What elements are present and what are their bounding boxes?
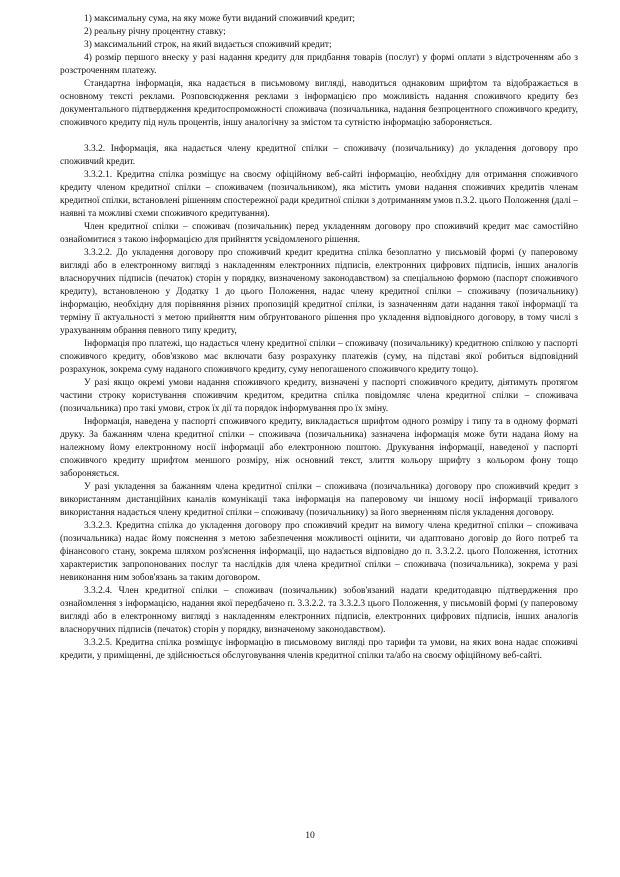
paragraph-partial-term-conditions: У разі якщо окремі умови надання споживчого кредиту, визначені у паспорті споживчого кредиту, діятимуть протягом частини строку користування споживчим кредитом, кредитна спілка повідомляє члена кредитної спілки – споживача (позичальника) про такі умови, строк їх дії та порядок інформування про їх зміну.	[60, 378, 578, 414]
section-heading-3-3-2: 3.3.2. Інформація, яка надається члену кредитної спілки – споживачу (позичальнику) до укладення договору про споживчий кредит.	[60, 144, 578, 167]
paragraph-member-review: Член кредитної спілки – споживач (позичальник) перед укладенням договору про споживчий кредит має самостійно ознайомитися з такою інформацією для прийняття усвідомленого рішення.	[60, 222, 578, 245]
paragraph-remote-channels: У разі укладення за бажанням члена кредитної спілки – споживача (позичальника) договору про споживчий кредит з використанням дистанційних каналів комунікації така інформація на паперовому чи іншому носії інформації тривалого використання надається члену кредитної спілки – споживачу (позичальнику) за його зверненням після укладення договору.	[60, 482, 578, 518]
paragraph-passport-format: Інформація, наведена у паспорті споживчого кредиту, викладається шрифтом одного розміру і типу та в одному форматі друку. За бажанням члена кредитної спілки – споживача (позичальника) зазначена інформація може бути надана йому на належному йому електронному носії інформації або електронною поштою. Друкування інформації, наведеної у паспорті споживчого кредиту шрифтом меншого розміру, ніж основний текст, злиття кольору шрифту з кольором фону тощо забороняється.	[60, 417, 578, 479]
paragraph-3-3-2-5: 3.3.2.5. Кредитна спілка розміщує інформацію в письмовому вигляді про тарифи та умови, на яких вона надає споживчі кредити, у приміщенні, де здійснюється обслуговування членів кредитної спілки та/або на своєму офіційному веб-сайті.	[60, 638, 578, 661]
paragraph-payments-info: Інформація про платежі, що надається члену кредитної спілки – споживачу (позичальнику) кредитною спілкою у паспорті споживчого кредиту, обов'язково має включати базу розрахунку платежів (суму, на підставі якої робиться відповідний розрахунок, зокрема суму наданого споживчого кредиту, суму непогашеного споживчого кредиту тощо).	[60, 339, 578, 375]
paragraph-3-3-2-1: 3.3.2.1. Кредитна спілка розміщує на своєму офіційному веб-сайті інформацію, необхідну для отримання споживчого кредиту членом кредитної спілки – споживачем (позичальником), яка містить умови надання споживчих кредитів членам кредитної спілки, встановлені рішенням спостережної ради кредитної спілки з дотриманням умов п.3.2. цього Положення (далі – наявні та можливі схеми споживчого кредитування).	[60, 170, 578, 219]
list-item-max-term: 3) максимальний строк, на який видається споживчий кредит;	[84, 40, 332, 50]
list-item-max-amount: 1) максимальну сума, на яку може бути виданий споживчий кредит;	[84, 14, 356, 24]
page-number: 10	[305, 830, 315, 841]
paragraph-3-3-2-2: 3.3.2.2. До укладення договору про споживчий кредит кредитна спілка безоплатно у письмовій формі (у паперовому вигляді або в електронному вигляді з накладенням електронних підписів, електронних цифрових підписів, інших аналогів власноручних підписів (печаток) сторін у порядку, визначеному законодавством) за спеціальною формою (паспорт споживчого кредиту), встановленою у Додатку 1 до цього Положення, надає члену кредитної спілки – споживачу (позичальнику) інформацію, необхідну для порівняння різних пропозицій кредитної спілки, із зазначенням дати надання такої інформації та терміну її актуальності з метою прийняття ним обґрунтованого рішення про укладення відповідного договору, в тому числі з урахуванням обрання певного типу кредиту,	[60, 248, 578, 336]
document-body	[60, 13, 578, 663]
paragraph-standard-info: Стандартна інформація, яка надається в письмовому вигляді, наводиться однаковим шрифтом та відображається в основному тексті реклами. Розповсюдження реклами з інформацією про можливість надання споживчого кредиту без документального підтвердження кредитоспроможності споживача (позичальника, надання безпроцентного споживчого кредиту, споживчого кредиту під нуль процентів, іншу аналогічну за змістом та сутністю інформацію забороняється.	[60, 79, 578, 128]
list-item-first-installment: 4) розмір першого внеску у разі надання кредиту для придбання товарів (послуг) у формі оплати з відстроченням або з розстроченням платежу.	[60, 53, 578, 76]
paragraph-3-3-2-4: 3.3.2.4. Член кредитної спілки – споживач (позичальник) зобов'язаний надати кредитодавцю підтвердження про ознайомлення з інформацією, надання якої передбачено п. 3.3.2.2. та 3.3.2.3 цього Положення, у письмовій формі (у паперовому вигляді або в електронному вигляді з накладенням електронних підписів, електронних цифрових підписів, інших аналогів власноручних підписів (печаток) сторін у порядку, визначеному законодавством).	[60, 586, 578, 635]
list-item-annual-rate: 2) реальну річну процентну ставку;	[84, 27, 226, 37]
paragraph-3-3-2-3: 3.3.2.3. Кредитна спілка до укладення договору про споживчий кредит на вимогу члена кредитної спілки – споживача (позичальника) надає йому пояснення з метою забезпечення можливості оцінити, чи адаптовано договір до його потреб та фінансового стану, зокрема шляхом роз'яснення інформації, що надається відповідно до п. 3.3.2.2. цього Положення, істотних характеристик запропонованих послуг та наслідків для члена кредитної спілки – споживача (позичальника), зокрема у разі невиконання ним зобов'язань за таким договором.	[60, 521, 578, 583]
